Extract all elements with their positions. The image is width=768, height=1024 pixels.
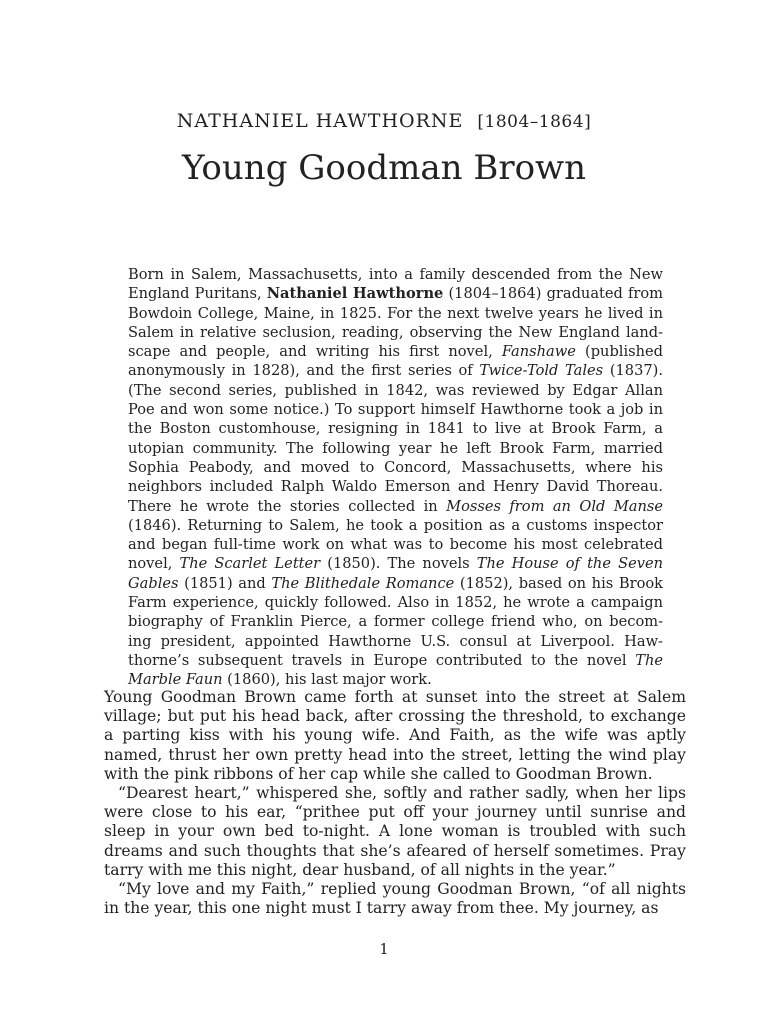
bio-title-twice-told-tales: Twice-Told Tales (479, 362, 604, 380)
bio-text: Born in Salem, Massachusetts, into a family descended from the New England Puritans, (128, 266, 663, 303)
author-dates: [1804–1864] (477, 112, 592, 132)
bio-text: (1846). Returning to Salem, he took a position as a customs inspector and began full-time work on what was to become his most celebrated novel, (128, 516, 663, 573)
bio-text: (published anonymously in 1828), and the first series of (128, 343, 663, 380)
bio-text: (1804–1864) graduated from Bowdoin College, Maine, in 1825. For the next twelve years he lived in Salem in relative seclusion, reading, observing the New England land-scape and people, and writing his first novel, (128, 285, 663, 361)
bio-title-fanshawe: Fanshawe (501, 343, 576, 361)
bio-text: (1852), based on his Brook Farm experience, quickly followed. Also in 1852, he wrote a campaign biography of Franklin Pierce, a former college friend who, on becom-ing president, appointed Hawthorne U.S. consul at Liverpool. Haw-thorne’s subsequent travels in Europe contributed to the novel (128, 574, 663, 669)
bio-text: (1860), his last major work. (222, 671, 432, 689)
story-paragraph-2: “Dearest heart,” whispered she, softly and rather sadly, when her lips were close to his ear, “prithee put off your journey until sunrise and sleep in your own bed to-night. A lone woman is troubled with such dreams and such thoughts that she’s afeared of herself sometimes. Pray tarry with me this night, dear husband, of all nights in the year.” (104, 784, 686, 879)
bio-text: (1837). (The second series, published in 1842, was reviewed by Edgar Allan Poe and won some notice.) To support himself Hawthorne took a job in the Boston customhouse, resigning in 1841 to live at Brook Farm, a utopian community. The following year he left Brook Farm, married Sophia Peabody, and moved to Concord, Massachusetts, where his neighbors included Ralph Waldo Emerson and Henry David Thoreau. There he wrote the stories collected in (128, 362, 663, 515)
bio-title-seven-gables: The House of the Seven Gables (128, 555, 663, 592)
bio-author-name: Nathaniel Hawthorne (266, 285, 444, 303)
bio-title-mosses: Mosses from an Old Manse (446, 497, 663, 515)
bio-title-marble-faun: The Marble Faun (128, 651, 663, 689)
story-paragraph-3: “My love and my Faith,” replied young Goodman Brown, “of all nights in the year, this one night must I tarry away from thee. My journey, as (104, 880, 686, 918)
bio-title-scarlet-letter: The Scarlet Letter (179, 555, 321, 573)
bio-text: (1850). The novels (320, 555, 477, 573)
story-body (104, 688, 686, 918)
page-number: 1 (379, 940, 389, 958)
bio-text: (1851) and (178, 574, 272, 592)
author-heading (0, 110, 768, 132)
story-title: Young Goodman Brown (181, 148, 587, 188)
author-name: NATHANIEL HAWTHORNE (176, 110, 464, 132)
bio-title-blithedale: The Blithedale Romance (271, 574, 455, 592)
author-biography (128, 265, 663, 690)
story-paragraph-1: Young Goodman Brown came forth at sunset into the street at Salem village; but put his head back, after crossing the threshold, to exchange a parting kiss with his young wife. And Faith, as the wife was aptly named, thrust her own pretty head into the street, letting the wind play with the pink ribbons of her cap while she called to Goodman Brown. (104, 688, 686, 783)
